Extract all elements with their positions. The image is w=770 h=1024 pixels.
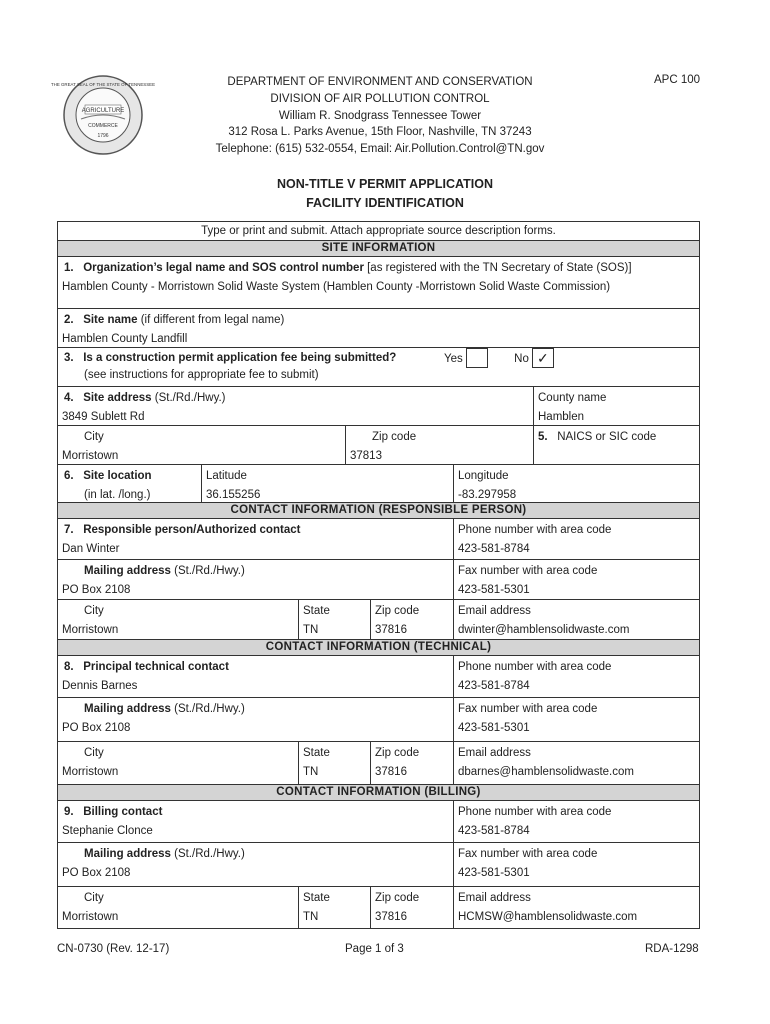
fee-question-note: (see instructions for appropriate fee to submit) — [84, 369, 319, 381]
row-technical-mailing: Mailing address (St./Rd./Hwy.) PO Box 2108 Fax number with area code 423-581-5301 — [58, 697, 699, 741]
billing-fax-label: Fax number with area code — [458, 848, 598, 860]
site-address-label: Site address — [83, 392, 152, 404]
technical-name-value[interactable]: Dennis Barnes — [62, 680, 138, 692]
responsible-city-value[interactable]: Morristown — [62, 624, 119, 636]
site-name-value[interactable]: Hamblen County Landfill — [62, 333, 188, 345]
tennessee-state-seal — [50, 75, 156, 155]
billing-zip-value[interactable]: 37816 — [375, 911, 407, 923]
form-revision: CN-0730 (Rev. 12-17) — [57, 943, 170, 955]
row-technical-name: 8. Principal technical contact Dennis Barnes Phone number with area code 423-581-8784 — [58, 655, 699, 697]
billing-state-value[interactable]: TN — [303, 911, 319, 923]
row-site-city: City Morristown Zip code 37813 5. NAICS or SIC code — [58, 425, 699, 464]
responsible-city-label: City — [84, 605, 104, 617]
technical-phone-value[interactable]: 423-581-8784 — [458, 680, 530, 692]
form-title-line1: NON-TITLE V PERMIT APPLICATION — [277, 177, 493, 191]
fee-question-label: Is a construction permit application fee being submitted? — [83, 352, 397, 364]
section-band-site: SITE INFORMATION — [58, 240, 699, 256]
responsible-phone-value[interactable]: 423-581-8784 — [458, 543, 530, 555]
billing-mail-label: Mailing address — [84, 848, 171, 860]
site-zip-value[interactable]: 37813 — [350, 450, 382, 462]
instructions: Type or print and submit. Attach appropriate source description forms. — [201, 225, 556, 237]
technical-mail-label: Mailing address — [84, 703, 171, 715]
division-name: DIVISION OF AIR POLLUTION CONTROL — [270, 92, 490, 105]
svg-text:COMMERCE: COMMERCE — [88, 123, 118, 129]
responsible-state-label: State — [303, 605, 330, 617]
billing-label: Billing contact — [83, 806, 163, 818]
billing-fax-value[interactable]: 423-581-5301 — [458, 867, 530, 879]
svg-text:AGRICULTURE: AGRICULTURE — [81, 108, 125, 114]
fee-yes-label: Yes — [444, 353, 463, 366]
row-billing-city — [58, 886, 699, 929]
responsible-email-value[interactable]: dwinter@hamblensolidwaste.com — [458, 624, 630, 636]
latitude-value[interactable]: 36.155256 — [206, 489, 261, 501]
row-fee-question: 3. Is a construction permit application fee being submitted? (see instructions for appropriate fee to submit) Yes No ✓ — [58, 347, 699, 386]
fee-no-label: No — [514, 353, 529, 366]
svg-text:THE GREAT SEAL OF THE STATE OF: THE GREAT SEAL OF THE STATE OF TENNESSEE — [50, 82, 156, 87]
county-label: County name — [538, 392, 607, 404]
rda-number: RDA-1298 — [645, 943, 699, 955]
facility-identification-form — [57, 221, 700, 929]
billing-city-label: City — [84, 892, 104, 904]
form-title — [150, 175, 620, 213]
technical-email-value[interactable]: dbarnes@hamblensolidwaste.com — [458, 766, 634, 778]
longitude-label: Longitude — [458, 470, 509, 482]
row-site-address: 4. Site address (St./Rd./Hwy.) 3849 Sublett Rd County name Hamblen — [58, 386, 699, 425]
fee-yes-checkbox[interactable] — [466, 348, 488, 368]
technical-state-label: State — [303, 747, 330, 759]
billing-mail-value[interactable]: PO Box 2108 — [62, 867, 131, 879]
responsible-fax-label: Fax number with area code — [458, 565, 598, 577]
section-band-responsible: CONTACT INFORMATION (RESPONSIBLE PERSON) — [58, 502, 699, 518]
technical-state-value[interactable]: TN — [303, 766, 319, 778]
longitude-value[interactable]: -83.297958 — [458, 489, 517, 501]
building-name: William R. Snodgrass Tennessee Tower — [278, 109, 482, 122]
legal-name-label: Organization’s legal name and SOS control number — [83, 262, 364, 274]
billing-email-value[interactable]: HCMSW@hamblensolidwaste.com — [458, 911, 638, 923]
billing-state-label: State — [303, 892, 330, 904]
contact-line: Telephone: (615) 532-0554, Email: Air.Pollution.Control@TN.gov — [215, 143, 545, 156]
site-name-label: Site name — [83, 314, 138, 326]
technical-phone-label: Phone number with area code — [458, 661, 612, 673]
responsible-fax-value[interactable]: 423-581-5301 — [458, 584, 530, 596]
row-responsible-name: 7. Responsible person/Authorized contact Dan Winter Phone number with area code 423-581-8784 — [58, 518, 699, 559]
row-billing-name: 9. Billing contact Stephanie Clonce Phone number with area code 423-581-8784 — [58, 800, 699, 842]
billing-phone-label: Phone number with area code — [458, 806, 612, 818]
row-billing-mailing: Mailing address (St./Rd./Hwy.) PO Box 2108 Fax number with area code 423-581-5301 — [58, 842, 699, 886]
responsible-zip-value[interactable]: 37816 — [375, 624, 407, 636]
site-city-value[interactable]: Morristown — [62, 450, 119, 462]
technical-fax-value[interactable]: 423-581-5301 — [458, 722, 530, 734]
technical-mail-value[interactable]: PO Box 2108 — [62, 722, 131, 734]
section-band-technical: CONTACT INFORMATION (TECHNICAL) — [58, 639, 699, 655]
billing-phone-value[interactable]: 423-581-8784 — [458, 825, 530, 837]
responsible-state-value[interactable]: TN — [303, 624, 319, 636]
billing-city-value[interactable]: Morristown — [62, 911, 119, 923]
technical-city-value[interactable]: Morristown — [62, 766, 119, 778]
site-address-value[interactable]: 3849 Sublett Rd — [62, 411, 145, 423]
legal-name-value[interactable]: Hamblen County - Morristown Solid Waste System (Hamblen County -Morristown Solid Waste Commission) — [62, 281, 611, 293]
responsible-label: Responsible person/Authorized contact — [83, 524, 301, 536]
row-site-name: 2. Site name (if different from legal name) Hamblen County Landfill — [58, 308, 699, 347]
section-band-billing: CONTACT INFORMATION (BILLING) — [58, 784, 699, 800]
row-site-location: 6. Site location (in lat. /long.) Latitude 36.155256 Longitude -83.297958 — [58, 464, 699, 502]
naics-label: NAICS or SIC code — [557, 431, 657, 443]
technical-fax-label: Fax number with area code — [458, 703, 598, 715]
technical-email-label: Email address — [458, 747, 531, 759]
county-value[interactable]: Hamblen — [538, 411, 585, 423]
billing-zip-label: Zip code — [375, 892, 420, 904]
responsible-email-label: Email address — [458, 605, 531, 617]
latitude-label: Latitude — [206, 470, 247, 482]
row-responsible-city — [58, 599, 699, 639]
page-number: Page 1 of 3 — [345, 943, 404, 955]
site-location-label: Site location — [83, 470, 152, 482]
form-title-line2: FACILITY IDENTIFICATION — [306, 196, 464, 210]
site-city-label: City — [84, 431, 104, 443]
agency-header — [190, 74, 570, 158]
site-location-note: (in lat. /long.) — [84, 489, 151, 501]
site-zip-label: Zip code — [372, 431, 417, 443]
responsible-mail-label: Mailing address — [84, 565, 171, 577]
responsible-name-value[interactable]: Dan Winter — [62, 543, 120, 555]
responsible-mail-value[interactable]: PO Box 2108 — [62, 584, 131, 596]
street-address: 312 Rosa L. Parks Avenue, 15th Floor, Nashville, TN 37243 — [228, 126, 532, 139]
row-legal-name: 1. Organization’s legal name and SOS control number [as registered with the TN Secretary of State (SOS)] Hamblen County - Morristown Solid Waste System (Hamblen County -Morristown Solid Waste Commission) — [58, 256, 699, 308]
technical-label: Principal technical contact — [83, 661, 229, 673]
department-name: DEPARTMENT OF ENVIRONMENT AND CONSERVATION — [227, 76, 533, 88]
row-technical-city — [58, 741, 699, 784]
technical-zip-value[interactable]: 37816 — [375, 766, 407, 778]
responsible-phone-label: Phone number with area code — [458, 524, 612, 536]
svg-text:1796: 1796 — [97, 133, 109, 139]
fee-no-checkbox[interactable]: ✓ — [532, 348, 554, 368]
technical-zip-label: Zip code — [375, 747, 420, 759]
billing-email-label: Email address — [458, 892, 531, 904]
billing-name-value[interactable]: Stephanie Clonce — [62, 825, 153, 837]
row-responsible-mailing: Mailing address (St./Rd./Hwy.) PO Box 2108 Fax number with area code 423-581-5301 — [58, 559, 699, 599]
technical-city-label: City — [84, 747, 104, 759]
responsible-zip-label: Zip code — [375, 605, 420, 617]
form-code: APC 100 — [654, 74, 701, 86]
